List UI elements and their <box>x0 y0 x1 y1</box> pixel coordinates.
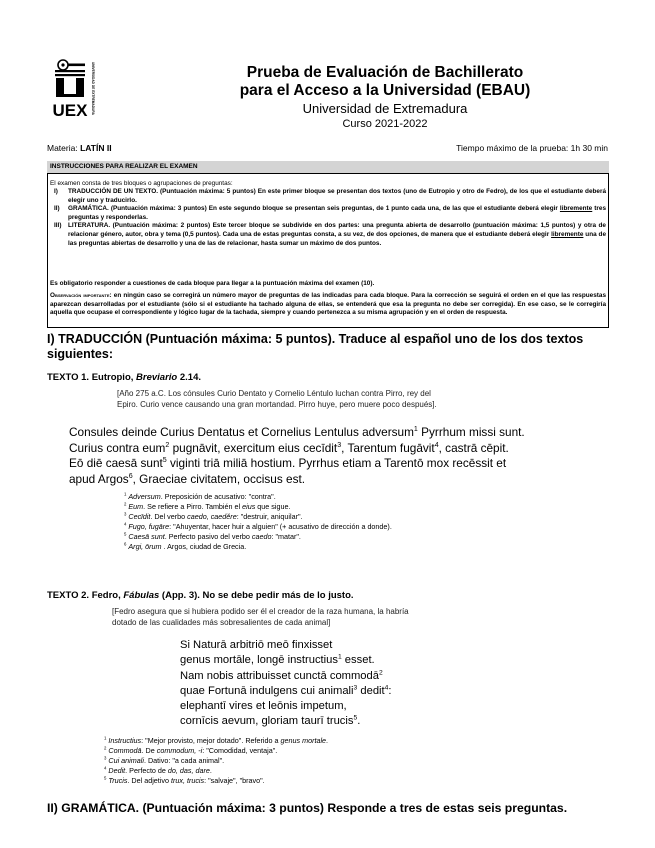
footnote: $^2$ Commodā. De commodum, -i: "Comodidad, ventaja". <box>104 745 278 755</box>
university-name: Universidad de Extremadura <box>302 101 468 116</box>
texto-1-latin <box>69 425 609 487</box>
texto-2-title: TEXTO 2. Fedro, Fábulas (App. 3). No se debe pedir más de lo justo. <box>47 590 354 601</box>
texto-1-title: TEXTO 1. Eutropio, Breviario 2.14. <box>47 372 201 383</box>
instruction-text: LITERATURA. (Puntuación máxima: 2 puntos) Este tercer bloque se subdivide en dos partes: una pregunta abierta de desarrollo (puntuación máxima: 1,5 puntos) y otra de relacionar género, autor, obra y tema (0,5 puntos). Cada una de estas preguntas consta, a su vez, de dos opciones, de manera que el estudiante deberá elegir libremente una de las preguntas abiertas de desarrollo y una de las de relacionar, hasta sumar un máximo de dos puntos. <box>68 222 606 247</box>
texto-2-notes <box>104 736 328 786</box>
instruction-num: III) <box>54 222 62 230</box>
important-note-label: Observación importante: <box>50 292 112 299</box>
title-line-2: para el Acceso a la Universidad (EBAU) <box>239 82 531 99</box>
footnote: $^2$ Eum. Se refiere a Pirro. También el eius que sigue. <box>124 501 291 511</box>
important-note <box>50 292 606 318</box>
poem-line: elephantī vires et leōnis impetum, <box>180 700 347 713</box>
subject-name: LATÍN II <box>80 143 112 153</box>
latin-line: Consules deinde Curius Dentatus et Cornelius Lentulus adversum$^1$ Pyrrhum missi sunt. <box>69 425 525 439</box>
latin-line: Eō diē caesā sunt$^5$ viginti triā miliā hostium. Pyrrhus etiam a Tarentō mox recēssit et <box>69 456 507 470</box>
instruction-item-1 <box>54 188 606 205</box>
footnote: $^1$ Instructius: "Mejor provisto, mejor dotado". Referido a genus mortale. <box>104 735 329 745</box>
texto-1-notes <box>124 492 392 552</box>
footnote: $^3$ Cecīdit. Del verbo caedo, caedĕre: "destruir, aniquilar". <box>124 511 303 521</box>
instruction-text: TRADUCCIÓN DE UN TEXTO. (Puntuación máxima: 5 puntos) En este primer bloque se presentan dos textos (uno de Eutropio y otro de Fedro), de los que el estudiante deberá elegir uno y traducirlo. <box>68 188 606 204</box>
instruction-num: I) <box>54 188 58 195</box>
poem-line: Si Naturā arbitriō meō finxisset <box>180 639 333 651</box>
instruction-item-2 <box>54 205 606 222</box>
instruction-text: GRAMÁTICA. (Puntuación máxima: 3 puntos) En este segundo bloque se presentan seis preguntas, de 1 punto cada una, de las que el estudiante deberá elegir libremente tres preguntas y responderlas. <box>68 205 606 221</box>
instructions-title: INSTRUCCIONES PARA REALIZAR EL EXAMEN <box>47 161 609 174</box>
subject-label: Materia: <box>47 143 78 153</box>
obligatory-note: Es obligatorio responder a cuestiones de cada bloque para llegar a la puntuación máxima del examen (10). <box>50 280 375 287</box>
footnote: $^3$ Cui animali. Dativo: "a cada animal". <box>104 755 225 765</box>
logo-side-text: UNIVERSIDAD DE EXTREMADURA <box>91 62 95 115</box>
instruction-item-3 <box>54 222 606 248</box>
poem-line: quae Fortunā indulgens cui animali$^3$ dedit$^4$: <box>180 684 392 697</box>
footnote: $^6$ Argi, ōrum . Argos, ciudad de Grecia. <box>124 541 247 551</box>
footnote: $^4$ Fugo, fugāre: "Ahuyentar, hacer huir a alguien" (+ acusativo de dirección a donde). <box>124 521 392 531</box>
section-1-heading: I) TRADUCCIÓN (Puntuación máxima: 5 puntos). Traduce al español uno de los dos textos siguientes: <box>47 332 584 361</box>
university-logo <box>53 58 97 120</box>
important-note-text: en ningún caso se corregirá un número mayor de preguntas de las indicadas para cada bloque. Para la corrección se seguirá el orden en el que las respuestas aparezcan desarrolladas por el estudiante (sólo si el estudiante ha tachado alguna de ellas, se entenderá que esa la pregunta no debe ser corregida). En ese caso, se le corregiría aquella que ocupase el correspondiente y lógico lugar de la tachada, siempre y cuando pertenezca a su misma agrupación y en el orden de respuesta. <box>50 292 606 317</box>
instructions-list <box>54 188 606 248</box>
footnote: $^5$ Trucis. Del adjetivo trux, trucis: "salvaje", "bravo". <box>104 775 265 785</box>
logo-text: UEX <box>53 101 88 120</box>
instruction-num: II) <box>54 205 60 213</box>
poem-line: genus mortāle, longē instructius$^1$ esset. <box>180 653 375 667</box>
section-2-heading: II) GRAMÁTICA. (Puntuación máxima: 3 puntos) Responde a tres de estas seis preguntas. <box>47 801 568 815</box>
instructions-intro: El examen consta de tres bloques o agrupaciones de preguntas: <box>50 180 233 187</box>
texto-2-poem <box>180 638 392 730</box>
subject-line <box>47 143 112 153</box>
poem-line: cornīcis aevum, gloriam taurī trucis$^5$. <box>180 714 361 728</box>
title-line-1: Prueba de Evaluación de Bachillerato <box>246 64 524 81</box>
course-year: Curso 2021-2022 <box>342 118 428 130</box>
poem-line: Nam nobis attribuisset cunctā commodā$^2$ <box>180 668 383 682</box>
time-limit: Tiempo máximo de la prueba: 1h 30 min <box>456 143 608 153</box>
footnote: $^5$ Caesā sunt. Perfecto pasivo del verbo caedo: "matar". <box>124 531 301 541</box>
texto-2-context: [Fedro asegura que si hubiera podido ser él el creador de la raza humana, la habría dotado de las cualidades más sobresalientes de cada animal] <box>112 607 409 627</box>
latin-line: Curius contra eum$^2$ pugnāvit, exercitum eius cecīdit$^3$, Tarentum fugāvit$^4$, castrā cēpit. <box>69 440 509 455</box>
texto-1-context: [Año 275 a.C. Los cónsules Curio Dentato y Cornelio Léntulo luchan contra Pirro, rey del Epiro. Curio vence causando una gran mortandad. Pirro huye, pero muere poco después]. <box>117 389 437 409</box>
footnote: $^1$ Adversum. Preposición de acusativo: "contra". <box>124 491 276 501</box>
footnote: $^4$ Dedit. Perfecto de do, das, dare. <box>104 765 212 775</box>
latin-line: apud Argos$^6$, Graeciae civitatem, occisus est. <box>69 471 306 486</box>
